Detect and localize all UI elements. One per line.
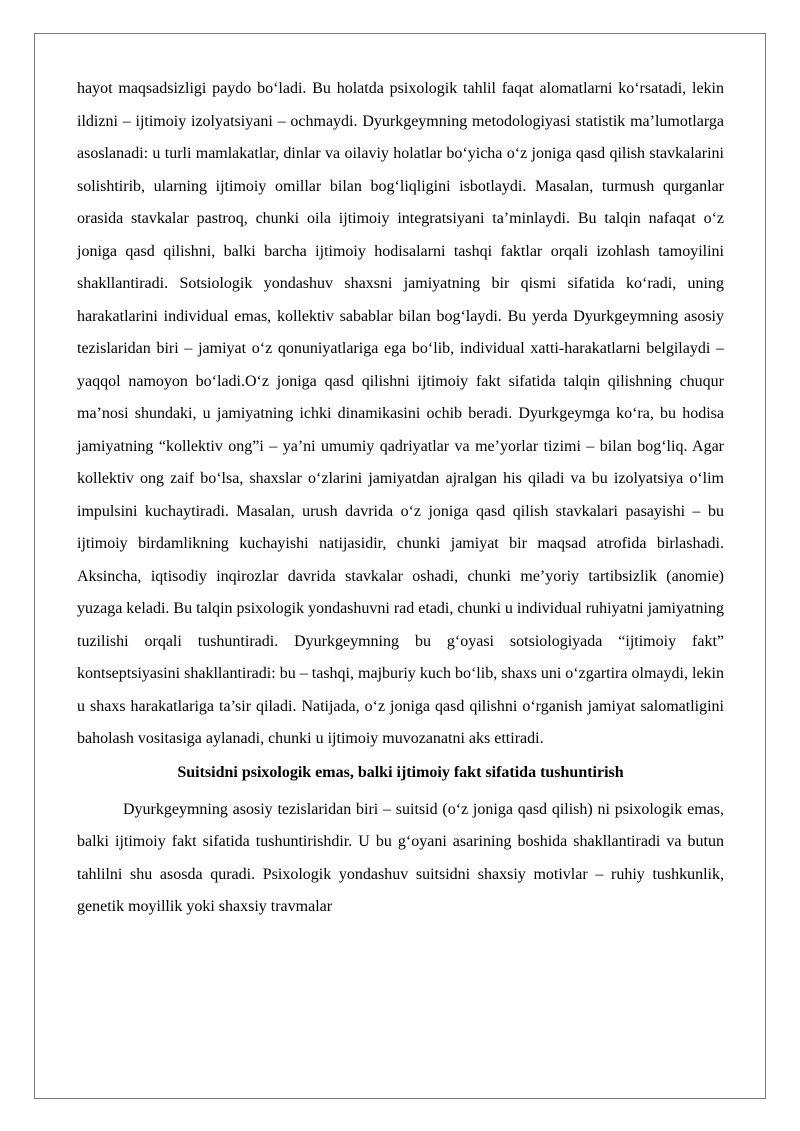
document-body [77,73,724,924]
body-paragraph-2: Dyurkgeymning asosiy tezislaridan biri – suitsid (o‘z joniga qasd qilish) ni psixologik emas, balki ijtimoiy fakt sifatida tushuntirishdir. U bu g‘oyani asarining boshida shakllantiradi va butun tahlilni shu asosda quradi. Psixologik yondashuv suitsidni shaxsiy motivlar – ruhiy tushkunlik, genetik moyillik yoki shaxsiy travmalar [77,800,724,915]
body-paragraph-1: hayot maqsadsizligi paydo bo‘ladi. Bu holatda psixologik tahlil faqat alomatlarni ko‘rsatadi, lekin ildizni – ijtimoiy izolyatsiyani – ochmaydi. Dyurkgeymning metodologiyasi statistik ma’lumotlarga asoslanadi: u turli mamlakatlar, dinlar va oilaviy holatlar bo‘yicha o‘z joniga qasd qilish stavkalarini solishtirib, ularning ijtimoiy omillar bilan bog‘liqligini isbotlaydi. Masalan, turmush qurganlar orasida stavkalar pastroq, chunki oila ijtimoiy integratsiyani ta’minlaydi. Bu talqin nafaqat o‘z joniga qasd qilishni, balki barcha ijtimoiy hodisalarni tashqi faktlar orqali izohlash tamoyilini shakllantiradi. Sotsiologik yondashuv shaxsni jamiyatning bir qismi sifatida ko‘radi, uning harakatlarini individual emas, kollektiv sabablar bilan bog‘laydi. Bu yerda Dyurkgeymning asosiy tezislaridan biri – jamiyat o‘z qonuniyatlariga ega bo‘lib, individual xatti-harakatlarni belgilaydi – yaqqol namoyon bo‘ladi.O‘z joniga qasd qilishni ijtimoiy fakt sifatida talqin qilishning chuqur ma’nosi shundaki, u jamiyatning ichki dinamikasini ochib beradi. Dyurkgeymga ko‘ra, bu hodisa jamiyatning “kollektiv ong”i – ya’ni umumiy qadriyatlar va me’yorlar tizimi – bilan bog‘liq. Agar kollektiv ong zaif bo‘lsa, shaxslar o‘zlarini jamiyatdan ajralgan his qiladi va bu izolyatsiya o‘lim impulsini kuchaytiradi. Masalan, urush davrida o‘z joniga qasd qilish stavkalari pasayishi – bu ijtimoiy birdamlikning kuchayishi natijasidir, chunki jamiyat bir maqsad atrofida birlashadi. Aksincha, iqtisodiy inqirozlar davrida stavkalar oshadi, chunki me’yoriy tartibsizlik (anomie) yuzaga keladi. Bu talqin psixologik yondashuvni rad etadi, chunki u individual ruhiyatni jamiyatning tuzilishi orqali tushuntiradi. Dyurkgeymning bu g‘oyasi sotsiologiyada “ijtimoiy fakt” kontseptsiyasini shakllantiradi: bu – tashqi, majburiy kuch bo‘lib, shaxs uni o‘zgartira olmaydi, lekin u shaxs harakatlariga ta’sir qiladi. Natijada, o‘z joniga qasd qilishni o‘rganish jamiyat salomatligini baholash vositasiga aylanadi, chunki u ijtimoiy muvozanatni aks ettiradi. [77,80,724,747]
section-heading: Suitsidni psixologik emas, balki ijtimoiy fakt sifatida tushuntirish [177,763,624,781]
